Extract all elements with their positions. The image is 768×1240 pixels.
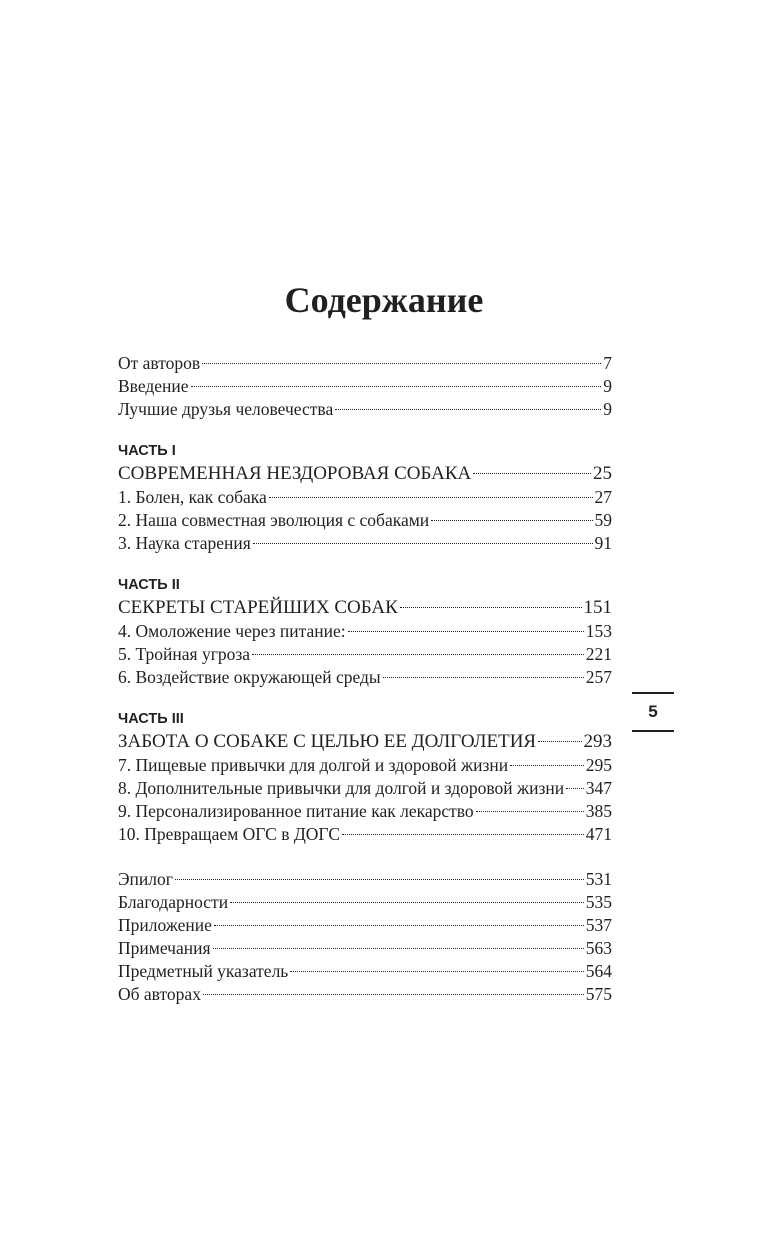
entry-page: 27 [594,487,612,507]
dot-leader [473,473,591,474]
entry-page: 535 [585,892,612,912]
dot-leader [400,607,582,608]
entry-page: 9 [603,399,612,419]
part-heading[interactable] [118,462,612,486]
entry-page: 221 [585,644,612,664]
entry-title: 5. Тройная угроза [118,644,251,664]
entry-title: Введение [118,376,189,396]
dot-leader [252,654,584,655]
entry-page: 7 [603,353,612,373]
page-number: 5 [632,692,674,732]
entry-page: 295 [585,755,612,775]
entry-page: 151 [583,597,612,618]
entry-title: Эпилог [118,869,173,889]
page-title: Содержание [284,280,484,320]
toc-entry[interactable] [118,666,612,689]
part-label: ЧАСТЬ II [118,577,180,593]
part-1 [118,440,612,555]
entry-title: Примечания [118,938,211,958]
entry-title: Благодарности [118,892,229,912]
toc-entry[interactable] [118,509,612,532]
toc-entry[interactable] [118,937,612,960]
dot-leader [342,834,584,835]
part-label: ЧАСТЬ III [118,711,184,727]
toc-entry[interactable] [118,754,612,777]
part-label: ЧАСТЬ I [118,443,176,459]
entry-page: 471 [585,824,612,844]
entry-title: Об авторах [118,984,201,1004]
back-matter [118,868,612,1006]
entry-title: СЕКРЕТЫ СТАРЕЙШИХ СОБАК [118,597,398,618]
entry-page: 563 [585,938,612,958]
entry-title: 9. Персонализированное питание как лекарство [118,801,474,821]
entry-title: 2. Наша совместная эволюция с собаками [118,510,430,530]
entry-page: 293 [583,731,612,752]
part-heading[interactable] [118,596,612,620]
front-matter [118,352,612,421]
dot-leader [290,971,583,972]
toc-entry[interactable] [118,398,612,421]
entry-page: 575 [585,984,612,1004]
entry-title: От авторов [118,353,201,373]
toc-entry[interactable] [118,643,612,666]
dot-leader [510,765,584,766]
entry-page: 347 [585,778,612,798]
dot-leader [253,543,593,544]
dot-leader [476,811,584,812]
toc-entry[interactable] [118,777,612,800]
entry-page: 385 [585,801,612,821]
entry-page: 531 [585,869,612,889]
dot-leader [191,386,602,387]
dot-leader [431,520,592,521]
dot-leader [566,788,584,789]
toc-entry[interactable] [118,620,612,643]
dot-leader [348,631,584,632]
entry-page: 91 [594,533,612,553]
toc-entry[interactable] [118,532,612,555]
toc-entry[interactable] [118,823,612,846]
dot-leader [335,409,601,410]
toc-entry[interactable] [118,375,612,398]
dot-leader [230,902,584,903]
toc-entry[interactable] [118,960,612,983]
toc-entry[interactable] [118,891,612,914]
entry-title: 3. Наука старения [118,533,251,553]
entry-page: 257 [585,667,612,687]
entry-title: 8. Дополнительные привычки для долгой и здоровой жизни [118,778,565,798]
entry-title: ЗАБОТА О СОБАКЕ С ЦЕЛЬЮ ЕЕ ДОЛГОЛЕТИЯ [118,731,537,752]
entry-title: 1. Болен, как собака [118,487,267,507]
entry-title: 6. Воздействие окружающей среды [118,667,381,687]
table-of-contents [118,352,612,1006]
toc-entry[interactable] [118,800,612,823]
entry-page: 25 [593,463,612,484]
dot-leader [538,741,581,742]
entry-title: Приложение [118,915,212,935]
dot-leader [213,948,584,949]
entry-title: 4. Омоложение через питание: [118,621,346,641]
entry-title: СОВРЕМЕННАЯ НЕЗДОРОВАЯ СОБАКА [118,463,472,484]
entry-title: 7. Пищевые привычки для долгой и здоровой жизни [118,755,509,775]
toc-entry[interactable] [118,486,612,509]
dot-leader [202,363,601,364]
entry-title: Предметный указатель [118,961,289,981]
section-gap [118,846,612,868]
dot-leader [175,879,584,880]
part-2 [118,574,612,689]
dot-leader [214,925,584,926]
entry-page: 153 [585,621,612,641]
entry-title: Лучшие друзья человечества [118,399,334,419]
entry-page: 537 [585,915,612,935]
toc-entry[interactable] [118,983,612,1006]
entry-page: 59 [594,510,612,530]
toc-entry[interactable] [118,352,612,375]
dot-leader [269,497,593,498]
dot-leader [203,994,584,995]
entry-page: 9 [603,376,612,396]
entry-title: 10. Превращаем ОГС в ДОГС [118,824,340,844]
dot-leader [383,677,584,678]
entry-page: 564 [585,961,612,981]
part-heading[interactable] [118,730,612,754]
toc-entry[interactable] [118,914,612,937]
toc-entry[interactable] [118,868,612,891]
part-3 [118,708,612,846]
